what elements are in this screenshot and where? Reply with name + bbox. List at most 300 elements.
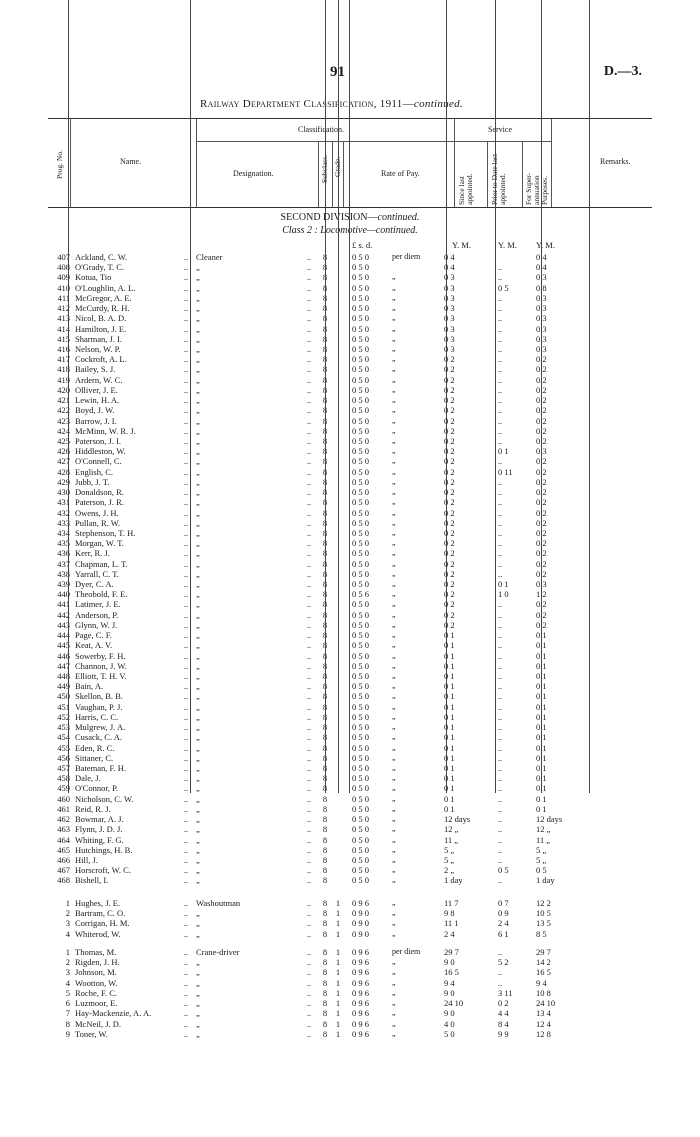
cell-since: 0 1 — [444, 701, 455, 712]
cell-rate-unit: „ — [392, 742, 396, 752]
leader-dots: .. — [183, 967, 189, 978]
cell-prior: .. — [498, 742, 503, 753]
leader-dots: .. — [306, 640, 312, 651]
leader-dots: .. — [306, 834, 312, 845]
table-row — [46, 436, 654, 446]
cell-since: 9 0 — [444, 987, 455, 998]
cell-prior: .. — [498, 844, 503, 855]
cell-since: 0 2 — [444, 517, 455, 528]
cell-prior: .. — [498, 977, 503, 988]
cell-subclass: 8 — [322, 364, 328, 375]
cell-name: Morgan, W. T. — [75, 538, 124, 549]
leader-dots: .. — [306, 374, 312, 385]
cell-designation: „ — [196, 579, 200, 590]
cell-subclass: 8 — [322, 814, 328, 825]
cell-since: 12 days — [444, 814, 471, 825]
cell-prog-no: 452 — [57, 711, 70, 722]
column-rule — [338, 0, 339, 793]
leader-dots: .. — [306, 701, 312, 712]
header-since: Since last appointed. — [457, 173, 474, 205]
cell-subclass: 8 — [322, 691, 328, 702]
cell-since: 5 „ — [444, 844, 455, 855]
cell-rate: 0 9 6 — [352, 987, 369, 998]
leader-dots: .. — [306, 650, 312, 661]
cell-name: Bain, A. — [75, 681, 104, 692]
cell-designation: Washoutman — [196, 898, 241, 908]
cell-name: Ardern, W. C. — [75, 374, 123, 385]
cell-prior: 1 0 — [498, 589, 509, 600]
table-row — [46, 998, 654, 1008]
cell-super: 0 2 — [536, 466, 547, 477]
cell-prior: .. — [498, 538, 503, 549]
cell-prog-no: 431 — [57, 497, 70, 508]
cell-prog-no: 425 — [57, 435, 70, 446]
cell-rate: 0 9 6 — [352, 1018, 369, 1029]
leader-dots: .. — [306, 742, 312, 753]
cell-rate: 0 5 0 — [352, 711, 369, 722]
cell-name: Pullan, R. W. — [75, 517, 121, 528]
table-row — [46, 691, 654, 701]
leader-dots: .. — [306, 272, 312, 283]
cell-prior: .. — [498, 272, 503, 283]
cell-name: Mulgrew, J. A. — [75, 722, 126, 733]
cell-rate-unit: „ — [392, 497, 396, 507]
leader-dots: .. — [306, 323, 312, 334]
cell-rate: 0 5 0 — [352, 732, 369, 743]
cell-since: 0 3 — [444, 282, 455, 293]
cell-name: Hughes, J. E. — [75, 898, 121, 908]
cell-super: 0 1 — [536, 793, 547, 804]
leader-dots: .. — [306, 865, 312, 876]
units-since: Y. M. — [452, 240, 471, 250]
cell-prog-no: 460 — [57, 793, 70, 804]
cell-rate: 0 9 6 — [352, 1008, 369, 1019]
cell-prog-no: 5 — [65, 987, 70, 998]
cell-name: Corrigan, H. M. — [75, 918, 130, 929]
leader-dots: .. — [183, 660, 189, 671]
cell-prog-no: 446 — [57, 650, 70, 661]
leader-dots: .. — [306, 928, 312, 939]
cell-rate-unit: „ — [392, 908, 396, 918]
cell-prog-no: 6 — [65, 998, 70, 1009]
cell-rate-unit: „ — [392, 292, 396, 302]
cell-prog-no: 444 — [57, 630, 70, 641]
cell-prior: .. — [498, 364, 503, 375]
leader-dots: .. — [183, 272, 189, 283]
table-row — [46, 620, 654, 630]
cell-designation: „ — [196, 395, 200, 406]
leader-dots: .. — [183, 262, 189, 273]
leader-dots: .. — [306, 722, 312, 733]
cell-since: 0 2 — [444, 619, 455, 630]
cell-rate-unit: „ — [392, 333, 396, 343]
table-row — [46, 456, 654, 466]
cell-super: 0 2 — [536, 558, 547, 569]
cell-super: 0 2 — [536, 456, 547, 467]
cell-super: 10 8 — [536, 987, 551, 998]
cell-rate: 0 5 0 — [352, 476, 369, 487]
cell-designation: „ — [196, 918, 200, 929]
cell-since: 0 1 — [444, 793, 455, 804]
cell-since: 0 3 — [444, 292, 455, 303]
cell-designation: „ — [196, 374, 200, 385]
leader-dots: .. — [183, 701, 189, 712]
leader-dots: .. — [306, 579, 312, 590]
cell-rate: 0 9 6 — [352, 1028, 369, 1039]
leader-dots: .. — [306, 507, 312, 518]
cell-subclass: 8 — [322, 752, 328, 763]
cell-super: 0 1 — [536, 752, 547, 763]
cell-prog-no: 437 — [57, 558, 70, 569]
cell-designation: „ — [196, 599, 200, 610]
leader-dots: .. — [306, 599, 312, 610]
cell-prog-no: 441 — [57, 599, 70, 610]
cell-designation: „ — [196, 517, 200, 528]
cell-prog-no: 429 — [57, 476, 70, 487]
cell-super: 0 2 — [536, 609, 547, 620]
cell-prior: .. — [498, 405, 503, 416]
cell-since: 0 3 — [444, 272, 455, 283]
cell-super: 0 3 — [536, 579, 547, 590]
leader-dots: .. — [306, 773, 312, 784]
cell-since: 0 2 — [444, 384, 455, 395]
class-heading — [0, 225, 700, 236]
cell-rate: 0 5 0 — [352, 609, 369, 620]
leader-dots: .. — [183, 947, 189, 957]
table-row — [46, 967, 654, 977]
cell-rate: 0 5 0 — [352, 517, 369, 528]
leader-dots: .. — [183, 527, 189, 538]
leader-dots: .. — [306, 589, 312, 600]
cell-name: Whiting, F. G. — [75, 834, 124, 845]
cell-prior: .. — [498, 476, 503, 487]
cell-super: 0 1 — [536, 691, 547, 702]
cell-super: 0 1 — [536, 671, 547, 682]
cell-designation: „ — [196, 435, 200, 446]
leader-dots: .. — [306, 466, 312, 477]
column-rule — [589, 0, 590, 793]
cell-prog-no: 465 — [57, 844, 70, 855]
cell-since: 4 0 — [444, 1018, 455, 1029]
table-row — [46, 743, 654, 753]
cell-prog-no: 455 — [57, 742, 70, 753]
cell-since: 0 2 — [444, 446, 455, 457]
cell-rate-unit: „ — [392, 630, 396, 640]
leader-dots: .. — [183, 405, 189, 416]
cell-since: 0 2 — [444, 425, 455, 436]
leader-dots: .. — [306, 354, 312, 365]
cell-designation: „ — [196, 527, 200, 538]
cell-prog-no: 438 — [57, 568, 70, 579]
cell-since: 0 2 — [444, 579, 455, 590]
cell-super: 0 3 — [536, 303, 547, 314]
table-row — [46, 681, 654, 691]
cell-super: 0 1 — [536, 630, 547, 641]
cell-prior: .. — [498, 343, 503, 354]
cell-subclass: 8 — [322, 579, 328, 590]
leader-dots: .. — [306, 854, 312, 865]
cell-since: 16 5 — [444, 967, 459, 978]
cell-prog-no: 461 — [57, 803, 70, 814]
cell-prior: .. — [498, 568, 503, 579]
cell-rate: 0 5 0 — [352, 425, 369, 436]
cell-rate: 0 5 0 — [352, 834, 369, 845]
cell-prog-no: 432 — [57, 507, 70, 518]
leader-dots: .. — [183, 548, 189, 559]
cell-since: 0 1 — [444, 742, 455, 753]
cell-prog-no: 448 — [57, 671, 70, 682]
cell-prior: .. — [498, 711, 503, 722]
cell-name: Hay-Mackenzie, A. A. — [75, 1008, 152, 1019]
cell-since: 2 „ — [444, 865, 455, 876]
leader-dots: .. — [183, 599, 189, 610]
cell-since: 0 1 — [444, 691, 455, 702]
cell-designation: „ — [196, 908, 200, 919]
cell-name: McCurdy, R. H. — [75, 303, 130, 314]
cell-rate-unit: „ — [392, 589, 396, 599]
cell-rate-unit: „ — [392, 814, 396, 824]
cell-rate-unit: „ — [392, 599, 396, 609]
header-designation: Designation. — [233, 169, 274, 178]
cell-since: 11 „ — [444, 834, 459, 845]
cell-subclass: 8 — [322, 252, 328, 262]
cell-grade: 1 — [335, 987, 341, 998]
table-row — [46, 835, 654, 845]
cell-prior: .. — [498, 558, 503, 569]
cell-rate-unit: „ — [392, 364, 396, 374]
cell-rate: 0 9 0 — [352, 928, 369, 939]
cell-rate-unit: „ — [392, 343, 396, 353]
cell-rate: 0 5 0 — [352, 292, 369, 303]
leader-dots: .. — [183, 589, 189, 600]
cell-since: 0 4 — [444, 262, 455, 273]
cell-name: Horscroft, W. C. — [75, 865, 131, 876]
table-row — [46, 446, 654, 456]
cell-subclass: 8 — [322, 875, 328, 886]
cell-designation: „ — [196, 507, 200, 518]
cell-name: Hiddleston, W. — [75, 446, 126, 457]
leader-dots: .. — [183, 875, 189, 886]
cell-rate: 0 5 0 — [352, 691, 369, 702]
cell-super: 0 2 — [536, 497, 547, 508]
leader-dots: .. — [183, 742, 189, 753]
cell-since: 0 3 — [444, 323, 455, 334]
leader-dots: .. — [183, 282, 189, 293]
cell-since: 0 2 — [444, 405, 455, 416]
leader-dots: .. — [183, 323, 189, 334]
leader-dots: .. — [183, 722, 189, 733]
table-row — [46, 293, 654, 303]
cell-grade: 1 — [335, 947, 341, 957]
cell-rate: 0 5 0 — [352, 364, 369, 375]
cell-super: 1 day — [536, 875, 555, 886]
header-subclass: Subclass. — [320, 154, 329, 183]
cell-designation: „ — [196, 722, 200, 733]
cell-prior: .. — [498, 752, 503, 763]
cell-name: Dale, J. — [75, 773, 101, 784]
cell-rate: 0 5 0 — [352, 497, 369, 508]
cell-rate: 0 5 0 — [352, 548, 369, 559]
cell-designation: Cleaner — [196, 252, 223, 262]
leader-dots: .. — [183, 998, 189, 1009]
cell-prog-no: 414 — [57, 323, 70, 334]
cell-designation: „ — [196, 446, 200, 457]
cell-name: Ackland, C. W. — [75, 252, 128, 262]
cell-rate: 0 5 0 — [352, 507, 369, 518]
cell-rate-unit: „ — [392, 527, 396, 537]
cell-prior: .. — [498, 497, 503, 508]
cell-rate: 0 5 0 — [352, 681, 369, 692]
cell-grade: 1 — [335, 908, 341, 919]
cell-super: 0 3 — [536, 333, 547, 344]
cell-since: 1 day — [444, 875, 463, 886]
cell-prog-no: 407 — [57, 252, 70, 262]
cell-super: 0 1 — [536, 773, 547, 784]
cell-super: 0 4 — [536, 262, 547, 273]
cell-prior: .. — [498, 599, 503, 610]
cell-rate-unit: „ — [392, 476, 396, 486]
cell-rate: 0 5 0 — [352, 701, 369, 712]
cell-rate: 0 5 0 — [352, 814, 369, 825]
cell-prog-no: 427 — [57, 456, 70, 467]
cell-prog-no: 457 — [57, 763, 70, 773]
cell-super: 10 5 — [536, 908, 551, 919]
cell-prior: .. — [498, 527, 503, 538]
cell-rate: 0 5 0 — [352, 333, 369, 344]
leader-dots: .. — [306, 681, 312, 692]
cell-super: 0 2 — [536, 374, 547, 385]
cell-name: O'Connor, P. — [75, 783, 118, 794]
cell-since: 0 2 — [444, 609, 455, 620]
cell-prior: .. — [498, 660, 503, 671]
leader-dots: .. — [183, 908, 189, 919]
cell-prog-no: 436 — [57, 548, 70, 559]
cell-rate-unit: „ — [392, 681, 396, 691]
leader-dots: .. — [306, 732, 312, 743]
cell-super: 0 2 — [536, 476, 547, 487]
units-super: Y. M. — [536, 240, 555, 250]
table-row — [46, 303, 654, 313]
cell-rate-unit: „ — [392, 998, 396, 1008]
cell-designation: „ — [196, 476, 200, 487]
leader-dots: .. — [306, 793, 312, 804]
cell-name: Theobold, F. E. — [75, 589, 128, 600]
cell-super: 13 4 — [536, 1008, 551, 1019]
cell-rate: 0 5 0 — [352, 854, 369, 865]
leader-dots: .. — [306, 568, 312, 579]
cell-prior: 0 1 — [498, 446, 509, 457]
cell-subclass: 8 — [322, 466, 328, 477]
cell-rate: 0 5 0 — [352, 313, 369, 324]
cell-name: Harris, C. C. — [75, 711, 119, 722]
leader-dots: .. — [183, 619, 189, 630]
cell-name: Luzmoor, E. — [75, 998, 118, 1009]
table-row — [46, 794, 654, 804]
cell-since: 9 0 — [444, 957, 455, 968]
cell-subclass: 8 — [322, 1028, 328, 1039]
leader-dots: .. — [306, 1018, 312, 1029]
cell-designation: „ — [196, 497, 200, 508]
cell-prog-no: 467 — [57, 865, 70, 876]
cell-since: 0 2 — [444, 466, 455, 477]
cell-name: Thomas, M. — [75, 947, 117, 957]
cell-rate-unit: „ — [392, 487, 396, 497]
table-row — [46, 918, 654, 928]
cell-since: 9 4 — [444, 977, 455, 988]
cell-designation: „ — [196, 364, 200, 375]
cell-since: 0 2 — [444, 364, 455, 375]
leader-dots: .. — [306, 803, 312, 814]
table-row — [46, 375, 654, 385]
cell-prog-no: 412 — [57, 303, 70, 314]
cell-prog-no: 463 — [57, 824, 70, 835]
cell-prior: .. — [498, 395, 503, 406]
cell-name: Yarrall, C. T. — [75, 568, 119, 579]
cell-designation: „ — [196, 763, 200, 773]
cell-designation: „ — [196, 415, 200, 426]
cell-designation: „ — [196, 928, 200, 939]
cell-since: 0 1 — [444, 732, 455, 743]
cell-prior: .. — [498, 803, 503, 814]
table-row — [46, 855, 654, 865]
table-row — [46, 947, 654, 957]
cell-subclass: 8 — [322, 660, 328, 671]
cell-since: 0 2 — [444, 415, 455, 426]
cell-name: Keat, A. V. — [75, 640, 113, 651]
leader-dots: .. — [183, 609, 189, 620]
cell-prog-no: 4 — [65, 977, 70, 988]
cell-subclass: 8 — [322, 793, 328, 804]
table-row — [46, 1019, 654, 1029]
cell-grade: 1 — [335, 1018, 341, 1029]
cell-prog-no: 409 — [57, 272, 70, 283]
cell-designation: „ — [196, 630, 200, 641]
cell-designation: „ — [196, 650, 200, 661]
cell-name: Vaughan, P. J. — [75, 701, 123, 712]
cell-subclass: 8 — [322, 987, 328, 998]
cell-prog-no: 419 — [57, 374, 70, 385]
cell-rate-unit: „ — [392, 415, 396, 425]
table-header — [48, 118, 652, 208]
cell-since: 0 1 — [444, 783, 455, 794]
cell-subclass: 8 — [322, 783, 328, 794]
cell-designation: „ — [196, 732, 200, 743]
header-rate: Rate of Pay. — [381, 169, 420, 178]
cell-prior: .. — [498, 732, 503, 743]
cell-prior: 3 11 — [498, 987, 513, 998]
cell-super: 0 2 — [536, 599, 547, 610]
cell-super: 0 2 — [536, 384, 547, 395]
leader-dots: .. — [306, 671, 312, 682]
cell-name: Cockroft, A. L. — [75, 354, 127, 365]
cell-name: Whiterod, W. — [75, 928, 121, 939]
cell-rate: 0 5 0 — [352, 262, 369, 273]
cell-subclass: 8 — [322, 619, 328, 630]
cell-subclass: 8 — [322, 650, 328, 661]
cell-subclass: 8 — [322, 343, 328, 354]
leader-dots: .. — [306, 446, 312, 457]
cell-rate: 0 5 0 — [352, 803, 369, 814]
table-row — [46, 1008, 654, 1018]
cell-prog-no: 420 — [57, 384, 70, 395]
cell-prior: .. — [498, 415, 503, 426]
leader-dots: .. — [183, 987, 189, 998]
cell-subclass: 8 — [322, 701, 328, 712]
cell-designation: „ — [196, 844, 200, 855]
cell-super: 12 „ — [536, 824, 551, 835]
division-name: SECOND DIVISION— — [280, 212, 378, 223]
cell-prior: .. — [498, 384, 503, 395]
